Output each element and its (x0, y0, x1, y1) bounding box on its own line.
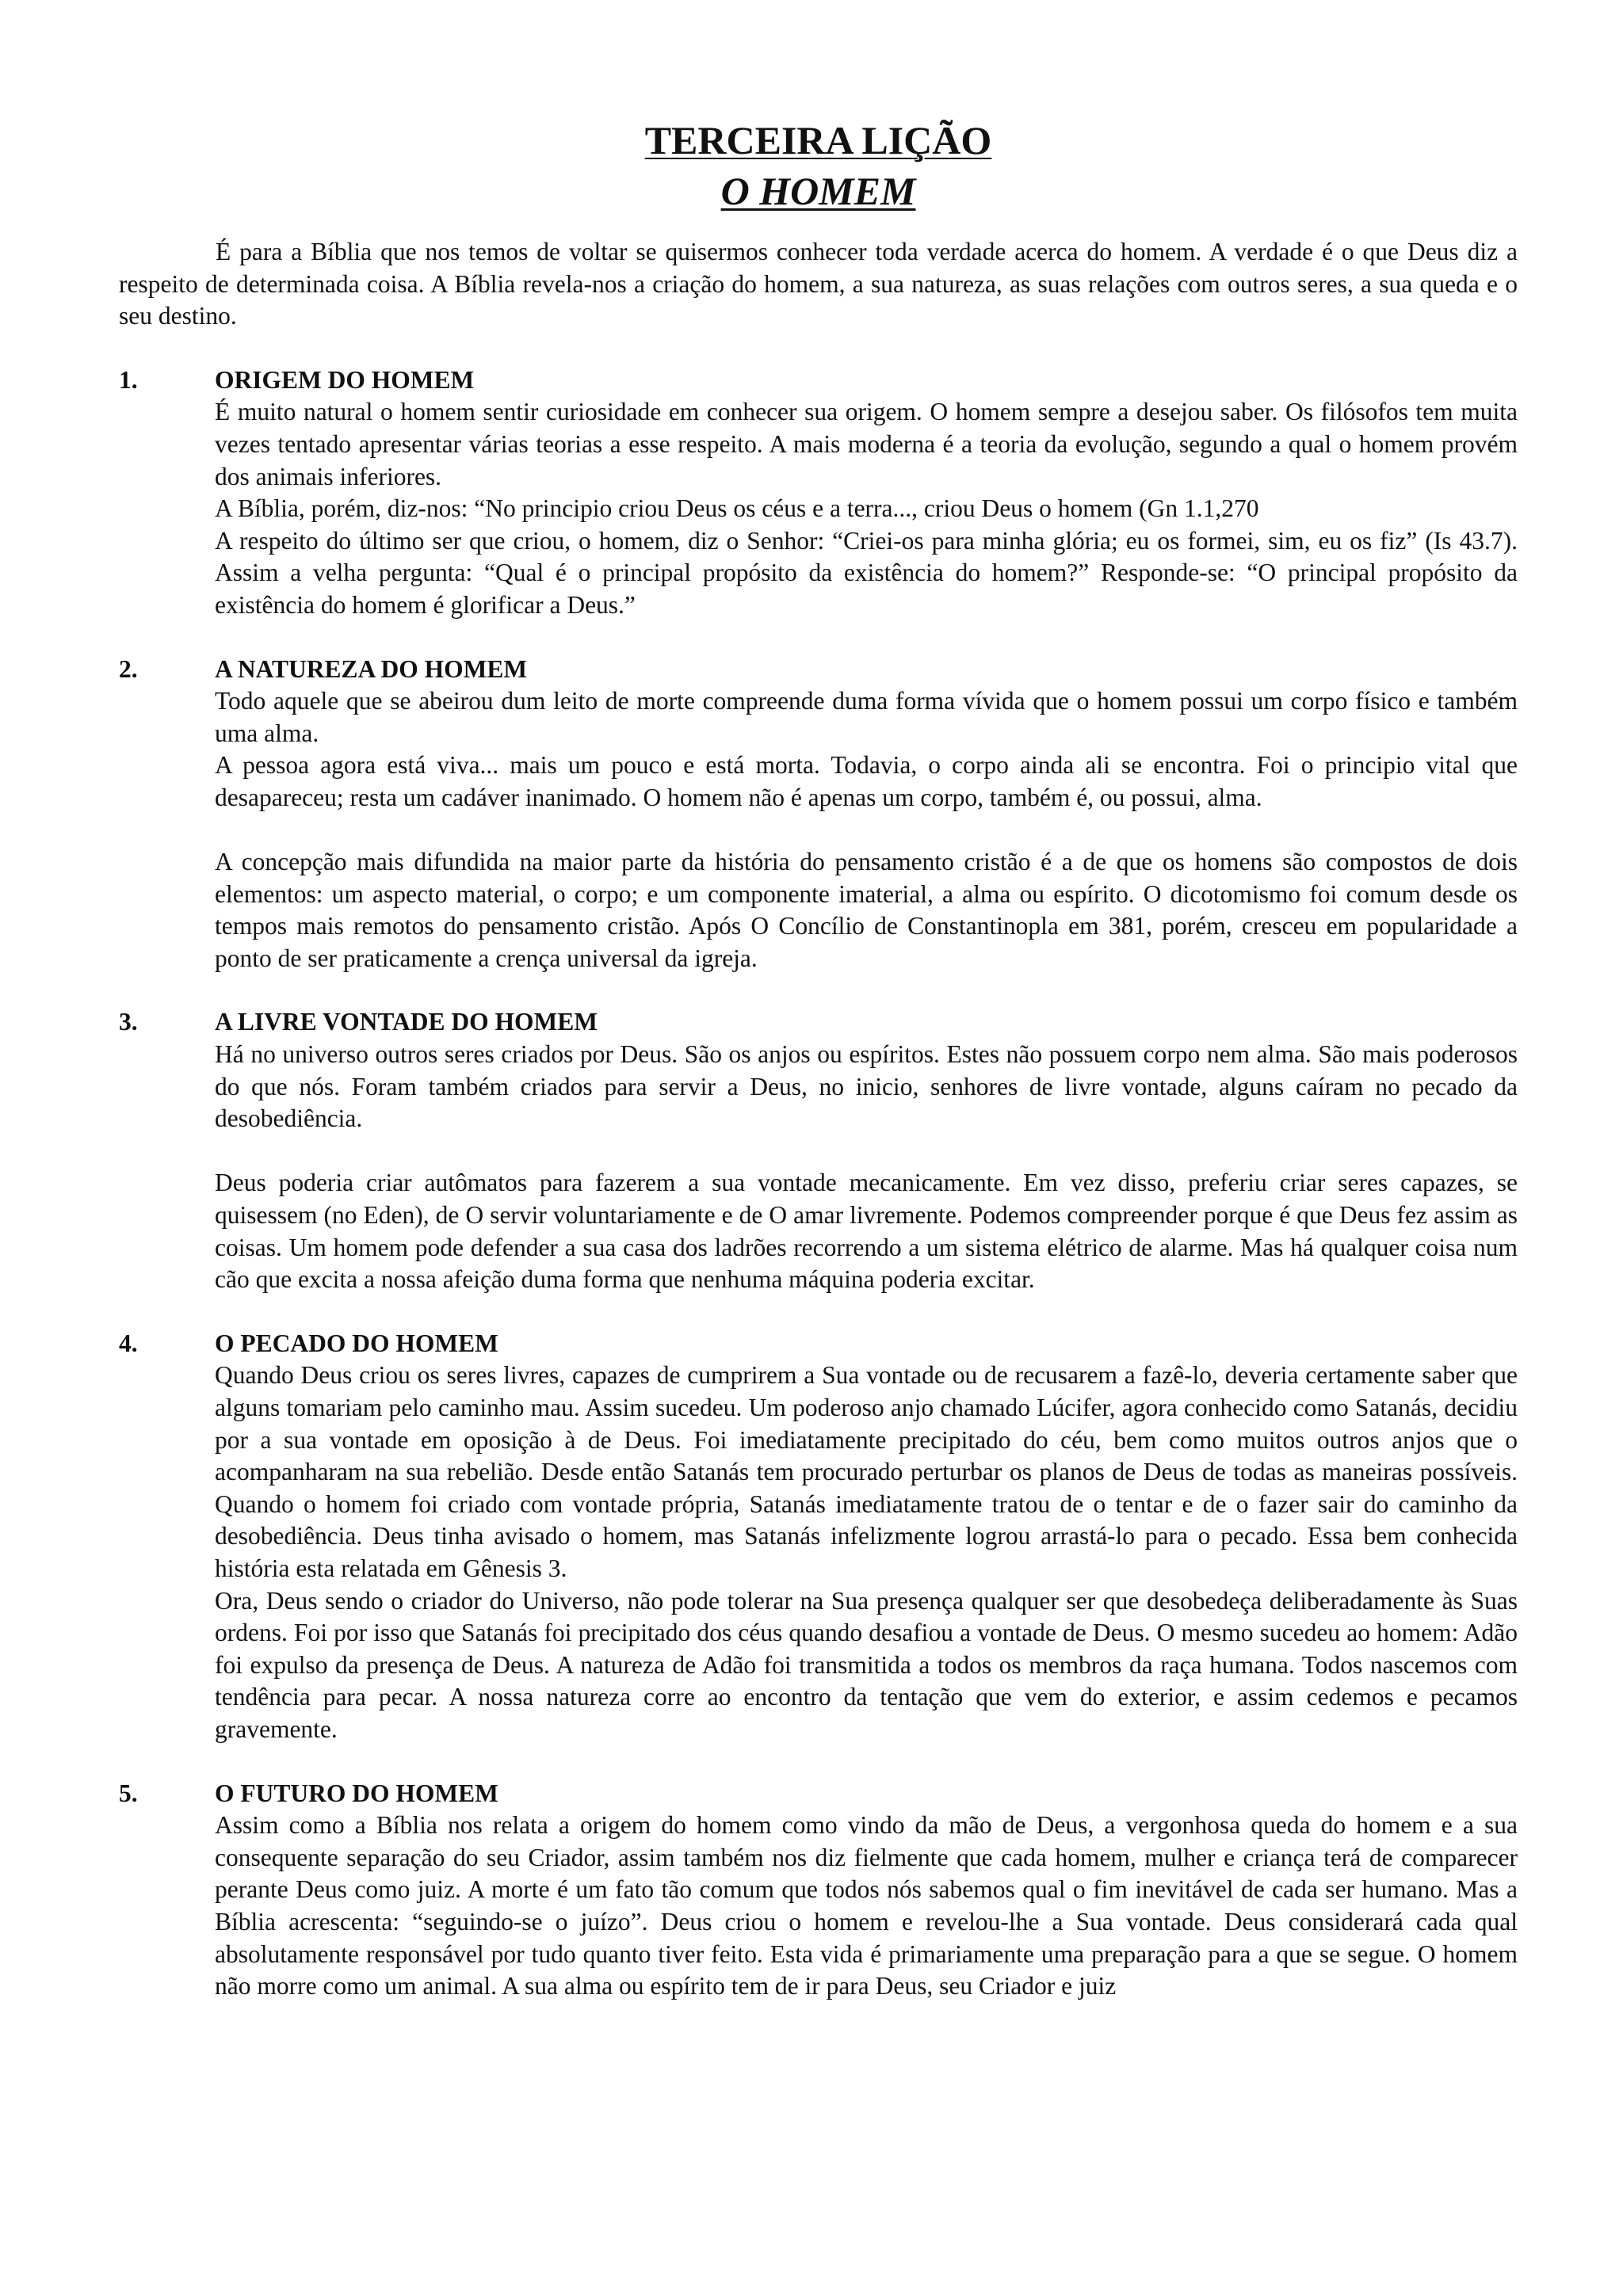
section-body (215, 396, 1518, 621)
paragraph: Todo aquele que se abeirou dum leito de morte compreende duma forma vívida que o homem possui um corpo físico e também uma alma. (215, 687, 1518, 747)
section-pecado (119, 1328, 1518, 1746)
paragraph: Quando Deus criou os seres livres, capazes de cumprirem a Sua vontade ou de recusarem a fazê-lo, deveria certamente saber que alguns tomariam pelo caminho mau. Assim sucedeu. Um poderoso anjo chamado Lúcifer, agora conhecido como Satanás, decidiu por a sua vontade em oposição à de Deus. Foi imediatamente precipitado do céu, bem como muitos outros anjos que o acompanharam na sua rebelião. Desde então Satanás tem procurado perturbar os planos de Deus de todas as maneiras possíveis. Quando o homem foi criado com vontade própria, Satanás imediatamente tratou de o tentar e de o fazer sair do caminho da desobediência. Deus tinha avisado o homem, mas Satanás infelizmente logrou arrastá-lo para o pecado. Essa bem conhecida história esta relatada em Gênesis 3. (215, 1361, 1518, 1582)
paragraph: A concepção mais difundida na maior parte da história do pensamento cristão é a de que os homens são compostos de dois elementos: um aspecto material, o corpo; e um componente imaterial, a alma ou espírito. O dicotomismo foi comum desde os tempos mais remotos do pensamento cristão. Após O Concílio de Constantinopla em 381, porém, cresceu em popularidade a ponto de ser praticamente a crença universal da igreja. (215, 848, 1518, 972)
section-livre-vontade (119, 1006, 1518, 1295)
paragraph: Deus poderia criar autômatos para fazerem a sua vontade mecanicamente. Em vez disso, preferiu criar seres capazes, se quisessem (no Eden), de O servir voluntariamente e de O amar livremente. Podemos compreender porque é que Deus fez assim as coisas. Um homem pode defender a sua casa dos ladrões recorrendo a um sistema elétrico de alarme. Mas há qualquer coisa num cão que excita a nossa afeição duma forma que nenhuma máquina poderia excitar. (215, 1169, 1518, 1294)
section-number: 5. (119, 1779, 138, 1807)
section-heading (119, 1006, 1518, 1039)
section-body (215, 1810, 1518, 2003)
paragraph: A respeito do último ser que criou, o homem, diz o Senhor: “Criei-os para minha glória; eu os formei, sim, eu os fiz” (Is 43.7). Assim a velha pergunta: “Qual é o principal propósito da existência do homem?” Responde-se: “O principal propósito da existência do homem é glorificar a Deus.” (215, 526, 1518, 619)
section-title: A LIVRE VONTADE DO HOMEM (215, 1008, 598, 1036)
section-body (215, 1360, 1518, 1745)
section-heading (119, 654, 1518, 686)
section-number: 2. (119, 654, 138, 683)
section-heading (119, 364, 1518, 397)
section-heading (119, 1778, 1518, 1810)
section-body (215, 685, 1518, 974)
paragraph: Ora, Deus sendo o criador do Universo, não pode tolerar na Sua presença qualquer ser que desobedeça deliberadamente às Suas ordens. Foi por isso que Satanás foi precipitado dos céus quando desafiou a vontade de Deus. O mesmo sucedeu ao homem: Adão foi expulso da presença de Deus. A natureza de Adão foi transmitida a todos os membros da raça humana. Todos nascemos com tendência para pecar. A nossa natureza corre ao encontro da tentação que vem do exterior, e assim cedemos e pecamos gravemente. (215, 1586, 1518, 1743)
paragraph: A pessoa agora está viva... mais um pouco e está morta. Todavia, o corpo ainda ali se encontra. Foi o principio vital que desapareceu; resta um cadáver inanimado. O homem não é apenas um corpo, também é, ou possui, alma. (215, 751, 1518, 811)
section-origem (119, 364, 1518, 622)
section-futuro (119, 1778, 1518, 2003)
section-natureza (119, 654, 1518, 975)
paragraph: Há no universo outros seres criados por Deus. São os anjos ou espíritos. Estes não possuem corpo nem alma. São mais poderosos do que nós. Foram também criados para servir a Deus, no inicio, senhores de livre vontade, alguns caíram no pecado da desobediência. (215, 1040, 1518, 1133)
section-heading (119, 1328, 1518, 1360)
section-number: 1. (119, 365, 138, 394)
page-subtitle: O HOMEM (720, 169, 916, 213)
section-number: 4. (119, 1329, 138, 1357)
paragraph: A Bíblia, porém, diz-nos: “No principio criou Deus os céus e a terra..., criou Deus o homem (Gn 1.1,270 (215, 494, 1259, 523)
intro-paragraph: É para a Bíblia que nos temos de voltar se quisermos conhecer toda verdade acerca do homem. A verdade é o que Deus diz a respeito de determinada coisa. A Bíblia revela-nos a criação do homem, a sua natureza, as suas relações com outros seres, a sua queda e o seu destino. (119, 238, 1518, 330)
paragraph: É muito natural o homem sentir curiosidade em conhecer sua origem. O homem sempre a desejou saber. Os filósofos tem muita vezes tentado apresentar várias teorias a esse respeito. A mais moderna é a teoria da evolução, segundo a qual o homem provém dos animais inferiores. (215, 398, 1518, 490)
paragraph: Assim como a Bíblia nos relata a origem do homem como vindo da mão de Deus, a vergonhosa queda do homem e a sua consequente separação do seu Criador, assim também nos diz fielmente que cada homem, mulher e criança terá de comparecer perante Deus como juiz. A morte é um fato tão comum que todos nós sabemos qual o fim inevitável de cada ser humano. Mas a Bíblia acrescenta: “seguindo-se o juízo”. Deus criou o homem e revelou-lhe a Sua vontade. Deus considerará cada qual absolutamente responsável por tudo quanto tiver feito. Esta vida é primariamente uma preparação para a que se segue. O homem não morre como um animal. A sua alma ou espírito tem de ir para Deus, seu Criador e juiz (215, 1811, 1518, 2000)
section-number: 3. (119, 1008, 138, 1036)
section-title: A NATUREZA DO HOMEM (215, 654, 528, 683)
section-title: O FUTURO DO HOMEM (215, 1779, 498, 1807)
section-title: O PECADO DO HOMEM (215, 1329, 498, 1357)
page-title: TERCEIRA LIÇÃO (644, 118, 992, 162)
section-title: ORIGEM DO HOMEM (215, 365, 475, 394)
document-page (119, 115, 1518, 2003)
section-body (215, 1039, 1518, 1296)
